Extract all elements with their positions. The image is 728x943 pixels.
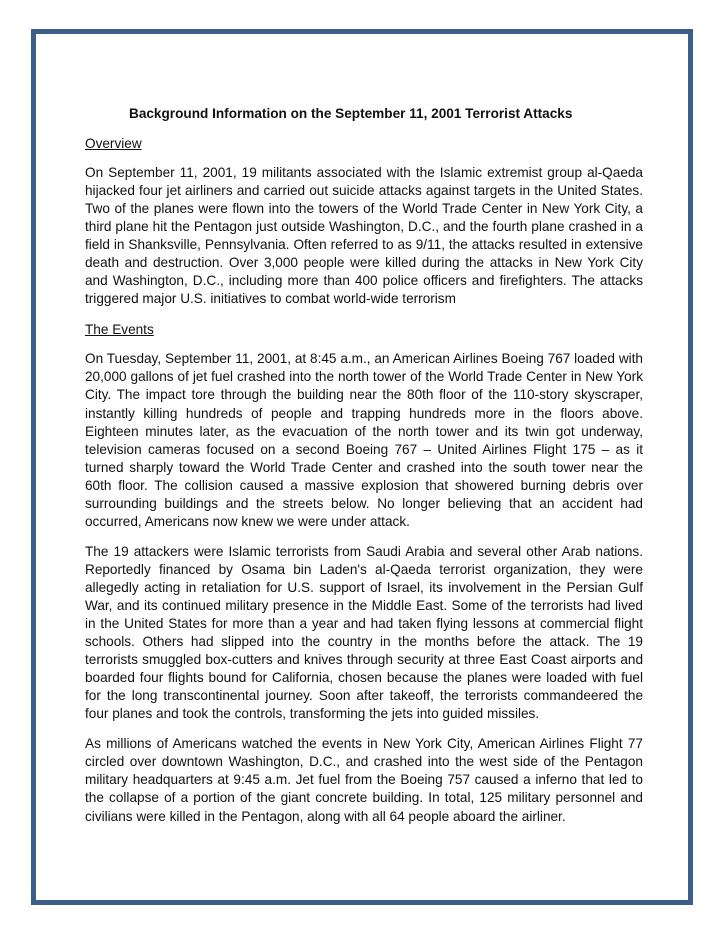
section-heading-the-events: The Events (85, 322, 154, 338)
overview-paragraph: On September 11, 2001, 19 militants associated with the Islamic extremist group al-Qaeda hijacked four jet airliners and carried out suicide attacks against targets in the United States. Two of the planes were flown into the towers of the World Trade Center in New York City, a third plane hit the Pentagon just outside Washington, D.C., and the fourth plane crashed in a field in Shanksville, Pennsylvania. Often referred to as 9/11, the attacks resulted in extensive death and destruction. Over 3,000 people were killed during the attacks in New York City and Washington, D.C., including more than 400 police officers and firefighters. The attacks triggered major U.S. initiatives to combat world-wide terrorism (85, 165, 643, 307)
document-title: Background Information on the September 11, 2001 Terrorist Attacks (129, 106, 573, 121)
events-paragraph-3: As millions of Americans watched the events in New York City, American Airlines Flight 77 circled over downtown Washington, D.C., and crashed into the west side of the Pentagon military headquarters at 9:45 a.m. Jet fuel from the Boeing 757 caused a inferno that led to the collapse of a portion of the giant concrete building. In total, 125 military personnel and civilians were killed in the Pentagon, along with all 64 people aboard the airliner. (85, 736, 643, 824)
document-body (85, 104, 643, 838)
events-paragraph-1: On Tuesday, September 11, 2001, at 8:45 a.m., an American Airlines Boeing 767 loaded with 20,000 gallons of jet fuel crashed into the north tower of the World Trade Center in New York City. The impact tore through the building near the 80th floor of the 110-story skyscraper, instantly killing hundreds of people and trapping hundreds more in the floors above. Eighteen minutes later, as the evacuation of the north tower and its twin got underway, television cameras focused on a second Boeing 767 – United Airlines Flight 175 – as it turned sharply toward the World Trade Center and crashed into the south tower near the 60th floor. The collision caused a massive explosion that showered burning debris over surrounding buildings and the streets below. No longer believing that an accident had occurred, Americans now knew we were under attack. (85, 351, 643, 529)
events-paragraph-2: The 19 attackers were Islamic terrorists from Saudi Arabia and several other Arab nations. Reportedly financed by Osama bin Laden's al-Qaeda terrorist organization, they were allegedly acting in retaliation for U.S. support of Israel, its involvement in the Persian Gulf War, and its continued military presence in the Middle East. Some of the terrorists had lived in the United States for more than a year and had taken flying lessons at commercial flight schools. Others had slipped into the country in the months before the attack. The 19 terrorists smuggled box-cutters and knives through security at three East Coast airports and boarded four flights bound for California, chosen because the planes were loaded with fuel for the long transcontinental journey. Soon after takeoff, the terrorists commandeered the four planes and took the controls, transforming the jets into guided missiles. (85, 543, 643, 722)
section-heading-overview: Overview (85, 136, 142, 151)
